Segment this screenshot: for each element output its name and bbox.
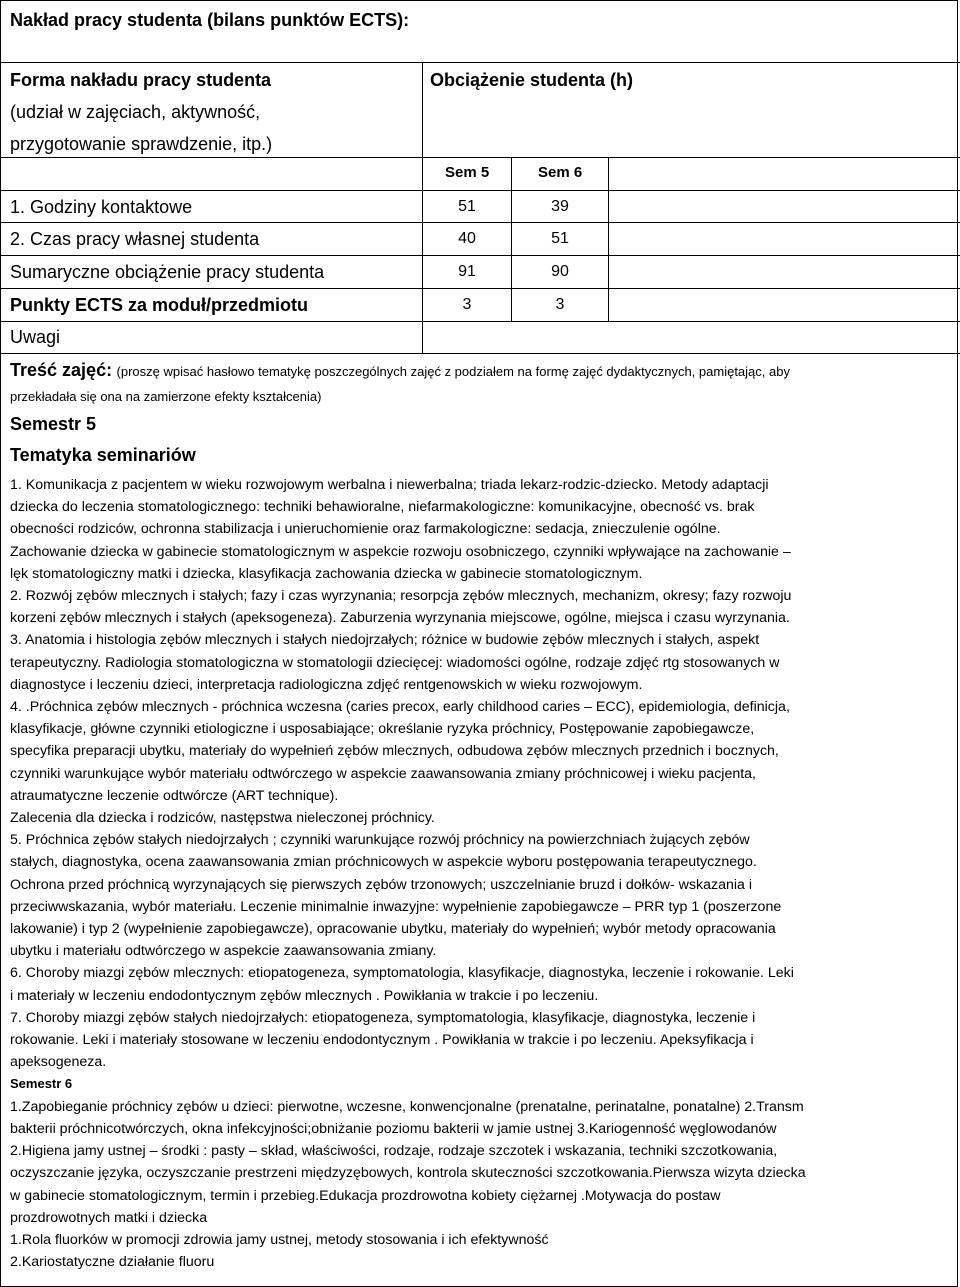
topic-line: ubytku i materiału odtwórczego w aspekcie zaawansowania zmiany.	[10, 943, 437, 960]
topic-line: i materiały w leczeniu endodontycznym zębów mlecznych . Powikłania w trakcie i po leczeniu.	[10, 987, 599, 1004]
topic-line: 6. Choroby miazgi zębów mlecznych: etiopatogeneza, symptomatologia, klasyfikacje, diagnostyka, leczenie i rokowanie. Leki	[10, 965, 794, 982]
row-sem5-value: 3	[462, 296, 472, 313]
seminar-topics	[10, 474, 954, 1273]
row-sem6-value: 3	[555, 296, 565, 313]
topic-line: Zalecenia dla dziecka i rodziców, następstwa nieleczonej próchnicy.	[10, 810, 435, 827]
rule-below-form-header	[0, 157, 960, 158]
topic-line: 2. Rozwój zębów mlecznych i stałych; fazy i czas wyrzynania; resorpcja zębów mlecznych, mechanizm, okresy; fazy rozwoju	[10, 588, 792, 605]
topic-line: obecności rodziców, ochronna stabilizacja i unieruchomienie oraz farmakologiczne: sedacja, znieczulenie ogólne.	[10, 521, 721, 538]
topic-line: Zachowanie dziecka w gabinecie stomatologicznym w aspekcie rozwoju osobniczego, czynniki wpływające na zachowanie –	[10, 543, 791, 560]
topic-line: terapeutyczny. Radiologia stomatologiczna w stomatologii dziecięcej: wiadomości ogólne, rodzaje zdjęć rtg stosowanych w	[10, 654, 780, 671]
content-heading-note-cont: przekładała się ona na zamierzone efekty kształcenia)	[10, 389, 322, 404]
row-label: Sumaryczne obciążenie pracy studenta	[10, 262, 325, 282]
topic-line: bakterii próchnicotwórczych, okna infekcyjności;obniżanie poziomu bakterii w jamie ustnej 3.Kariogenność węglowodanów	[10, 1120, 777, 1137]
rule-below-title	[0, 62, 960, 63]
topic-line: apeksogeneza.	[10, 1054, 107, 1071]
topic-line: lakowanie) i typ 2 (wypełnienie zapobiegawcze), opracowanie ubytku, materiały do wypełnień; wybór metody opracowania	[10, 921, 776, 938]
topic-line: 3. Anatomia i histologia zębów mlecznych i stałych niedojrzałych; różnice w budowie zębów mlecznych i stałych, aspekt	[10, 632, 760, 649]
rule-row3	[0, 288, 960, 289]
topics-heading: Tematyka seminariów	[10, 445, 196, 465]
topic-line: 7. Choroby miazgi zębów stałych niedojrzałych: etiopatogeneza, symptomatologia, klasyfikacje, diagnostyka, leczenie i	[10, 1009, 756, 1026]
row-sem6-value: 51	[551, 230, 569, 247]
topic-line: 2.Higiena jamy ustnej – środki : pasty – skład, właściwości, rodzaje, rodzaje szczotek i wskazania, techniki szczotkowania,	[10, 1143, 778, 1160]
topic-line: 4. .Próchnica zębów mlecznych - próchnica wczesna (caries precox, early childhood caries – ECC), epidemiologia, definicja,	[10, 699, 790, 716]
row-sem6-value: 90	[551, 263, 569, 280]
form-header-line1: Forma nakładu pracy studenta	[10, 70, 272, 90]
topic-line: Ochrona przed próchnicą wyrzynających się pierwszych zębów trzonowych; uszczelnianie bruzd i dołków- wskazania i	[10, 876, 753, 893]
page-title: Nakład pracy studenta (bilans punktów ECTS):	[10, 10, 410, 30]
row-sem5-value: 91	[458, 263, 476, 280]
topic-line: oczyszczanie języka, oczyszczanie prestrzeni międzyzębowych, kontrola skuteczności szczotkowania.Pierwsza wizyta dziecka	[10, 1165, 806, 1182]
rule-row4	[0, 321, 960, 322]
row-sem5-value: 40	[458, 230, 476, 247]
topic-line: diagnostyce i leczeniu dzieci, interpretacja radiologiczna zdjęć rentgenowskich w wieku rozwojowym.	[10, 676, 643, 693]
row-label: Punkty ECTS za moduł/przedmiotu	[10, 295, 309, 315]
topic-line: korzeni zębów mlecznych i stałych (apeksogeneza). Zaburzenia wyrzynania miejscowe, ogólne, miejsca i czasu wyrzynania.	[10, 610, 790, 627]
topic-line: czynniki warunkujące wybór materiału odtwórczego w aspekcie zaawansowania zmiany próchnicowej i wieku pacjenta,	[10, 765, 756, 782]
sem5-header: Sem 5	[445, 164, 490, 181]
row-sem5-value: 51	[458, 198, 476, 215]
row-label: 2. Czas pracy własnej studenta	[10, 229, 260, 249]
sem6-header: Sem 6	[538, 164, 583, 181]
notes-label: Uwagi	[10, 327, 61, 347]
topic-line: 1.Zapobieganie próchnicy zębów u dzieci: pierwotne, wczesne, konwencjonalne (prenatalne, perinatalne, ponatalne) 2.Transm	[10, 1098, 804, 1115]
topic-line: 2.Kariostatyczne działanie fluoru	[10, 1254, 215, 1271]
semester-5-label: Semestr 5	[10, 414, 97, 434]
rule-row2	[0, 255, 960, 256]
topic-line: 1. Komunikacja z pacjentem w wieku rozwojowym werbalna i niewerbalna; triada lekarz-rodzic-dziecko. Metody adaptacji	[10, 477, 769, 493]
row-label: 1. Godziny kontaktowe	[10, 197, 193, 217]
topic-line: 5. Próchnica zębów stałych niedojrzałych ; czynniki warunkujące rozwój próchnicy na powierzchniach żujących zębów	[10, 832, 750, 849]
form-header-line3: przygotowanie sprawdzenie, itp.)	[10, 134, 273, 154]
topic-line: dziecka do leczenia stomatologicznego: techniki behawioralne, niefarmakologiczne: komunikacyjne, obecność vs. brak	[10, 499, 755, 516]
col-divider-form	[422, 62, 423, 353]
content-heading-label: Treść zajęć:	[10, 360, 113, 380]
topic-line: przeciwwskazania, wybór materiału. Leczenie minimalnie inwazyjne: wypełnienie zapobiegawcze – PRR typ 1 (poszerzone	[10, 898, 782, 915]
row-sem6-value: 39	[551, 198, 569, 215]
topic-line: rokowanie. Leki i materiały stosowane w leczeniu endodontycznym . Powikłania w trakcie i po leczeniu. Apeksyfikacja i	[10, 1032, 754, 1049]
form-header-line2: (udział w zajęciach, aktywność,	[10, 102, 261, 122]
rule-row1	[0, 222, 960, 223]
topic-line: 1.Rola fluorków w promocji zdrowia jamy ustnej, metody stosowania i ich efektywność	[10, 1231, 549, 1248]
topic-line: prozdrowotnych matki i dziecka	[10, 1209, 208, 1226]
topic-line: w gabinecie stomatologicznym, termin i przebieg.Edukacja prozdrowotna kobiety ciężarnej .Motywacja do postaw	[10, 1187, 721, 1204]
content-heading-note: (proszę wpisać hasłowo tematykę poszczególnych zajęć z podziałem na formę zajęć dydaktycznych, pamiętając, aby	[116, 364, 790, 379]
semester-6-label: Semestr 6	[10, 1076, 73, 1092]
topic-line: stałych, diagnostyka, ocena zaawansowania zmian próchnicowych w aspekcie wyboru postępowania terapeutycznego.	[10, 854, 757, 871]
load-header: Obciążenie studenta (h)	[430, 70, 634, 90]
col-divider-sem	[511, 157, 512, 321]
topic-line: atraumatyczne leczenie odtwórcze (ART technique).	[10, 787, 339, 804]
topic-line: specyfika preparacji ubytku, materiały do wypełnień zębów mlecznych, odbudowa zębów mlecznych przednich i bocznych,	[10, 743, 779, 760]
rule-below-notes	[0, 353, 960, 354]
rule-below-sem-header	[0, 190, 960, 191]
col-divider-sem-end	[608, 157, 609, 321]
topic-line: lęk stomatologiczny matki i dziecka, klasyfikacja zachowania dziecka w gabinecie stomatologicznym.	[10, 565, 643, 582]
content-heading	[10, 360, 790, 381]
topic-line: klasyfikacje, główne czynniki etiologiczne i usposabiające; określanie ryzyka próchnicy, Postępowanie zapobiegawcze,	[10, 721, 755, 738]
